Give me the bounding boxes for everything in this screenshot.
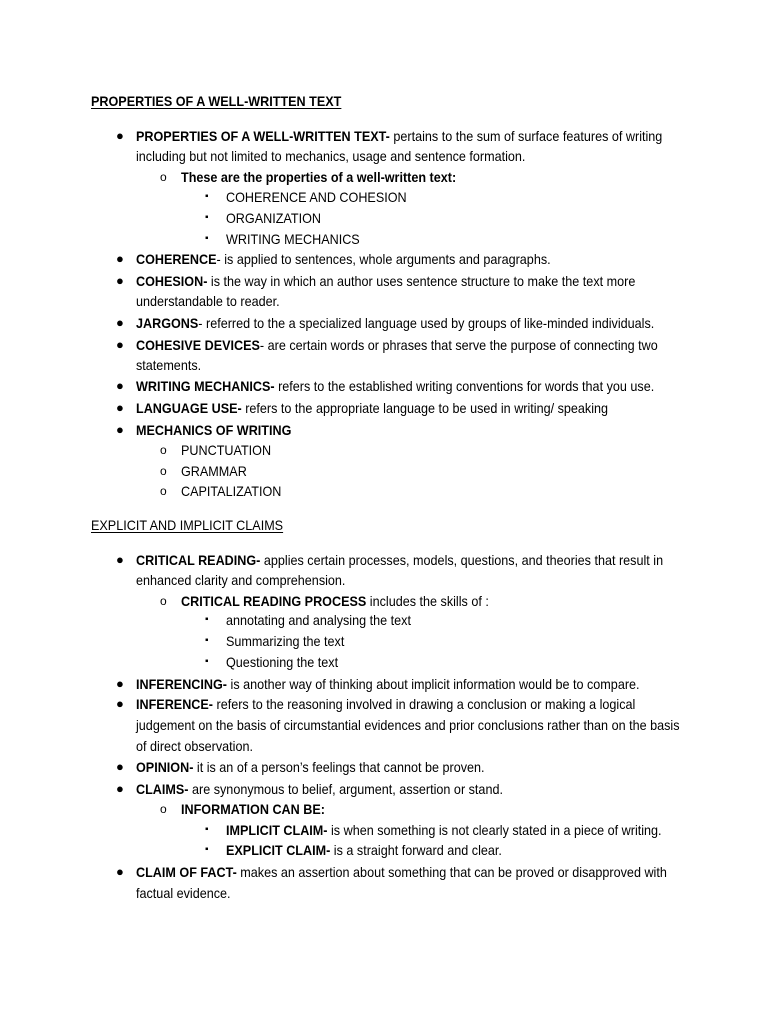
circle-marker: o [160, 443, 167, 457]
square-marker: ▪ [205, 635, 209, 646]
list-item: Summarizing the text [226, 633, 345, 649]
bullet-marker: ● [116, 676, 124, 691]
square-marker: ▪ [205, 233, 209, 244]
definition: - referred to the a specialized language used by groups of like-minded individuals. [198, 315, 655, 331]
term: OPINION- [136, 759, 194, 775]
section-heading: EXPLICIT AND IMPLICIT CLAIMS [91, 517, 284, 533]
definition-continued: including but not limited to mechanics, usage and sentence formation. [136, 148, 526, 164]
definition: refers to the appropriate language to be used in writing/ speaking [241, 400, 609, 416]
list-item: ORGANIZATION [226, 210, 321, 226]
bullet-marker: ● [116, 696, 124, 711]
list-item: GRAMMAR [181, 463, 247, 479]
list-item [136, 271, 635, 291]
square-marker: ▪ [205, 656, 209, 667]
list-item [136, 779, 503, 799]
term: INFERENCE- [136, 696, 214, 712]
term: JARGONS [136, 315, 199, 331]
definition: is another way of thinking about implicit information would be to compare. [227, 676, 640, 692]
list-item [136, 249, 551, 269]
list-item [136, 674, 640, 694]
term: INFERENCING- [136, 676, 228, 692]
definition: is a straight forward and clear. [330, 842, 502, 858]
list-item [136, 550, 663, 570]
definition: applies certain processes, models, questions, and theories that result in [260, 552, 664, 568]
circle-marker: o [160, 802, 167, 816]
bullet-marker: ● [116, 552, 124, 567]
bullet-marker: ● [116, 422, 124, 437]
list-item [226, 840, 502, 860]
square-marker: ▪ [205, 191, 209, 202]
definition: refers to the reasoning involved in drawing a conclusion or making a logical [213, 696, 636, 712]
definition-continued: statements. [136, 357, 202, 373]
list-item: CAPITALIZATION [181, 483, 282, 499]
term: COHESION- [136, 273, 208, 289]
term: CLAIM OF FACT- [136, 864, 237, 880]
bullet-marker: ● [116, 251, 124, 266]
sub-label: INFORMATION CAN BE: [181, 801, 325, 817]
definition-continued: judgement on the basis of circumstantial evidences and prior conclusions rather than on the basis [136, 717, 680, 733]
list-item [226, 820, 662, 840]
term: LANGUAGE USE- [136, 400, 242, 416]
bullet-marker: ● [116, 315, 124, 330]
list-item: MECHANICS OF WRITING [136, 422, 292, 438]
circle-marker: o [160, 484, 167, 498]
list-item [136, 694, 635, 714]
list-item: Questioning the text [226, 654, 339, 670]
definition-continued: factual evidence. [136, 885, 231, 901]
bullet-marker: ● [116, 337, 124, 352]
term: COHESIVE DEVICES [136, 337, 260, 353]
list-item [136, 398, 608, 418]
list-item: COHERENCE AND COHESION [226, 189, 407, 205]
definition: includes the skills of : [366, 593, 489, 609]
term: IMPLICIT CLAIM- [226, 822, 328, 838]
bullet-marker: ● [116, 759, 124, 774]
definition: makes an assertion about something that can be proved or disapproved with [236, 864, 667, 880]
list-item [181, 591, 489, 611]
square-marker: ▪ [205, 824, 209, 835]
square-marker: ▪ [205, 212, 209, 223]
term: CLAIMS- [136, 781, 189, 797]
square-marker: ▪ [205, 614, 209, 625]
list-item [136, 335, 658, 355]
bullet-marker: ● [116, 128, 124, 143]
circle-marker: o [160, 594, 167, 608]
definition-continued: of direct observation. [136, 738, 253, 754]
definition: pertains to the sum of surface features of writing [389, 128, 663, 144]
list-item: PUNCTUATION [181, 442, 272, 458]
definition: - is applied to sentences, whole arguments and paragraphs. [216, 251, 551, 267]
list-item [136, 862, 667, 882]
list-item [136, 126, 662, 146]
definition: refers to the established writing conventions for words that you use. [274, 378, 655, 394]
circle-marker: o [160, 464, 167, 478]
list-item: annotating and analysing the text [226, 612, 411, 628]
bullet-marker: ● [116, 378, 124, 393]
list-item: WRITING MECHANICS [226, 231, 360, 247]
term: PROPERTIES OF A WELL-WRITTEN TEXT- [136, 128, 390, 144]
definition-continued: understandable to reader. [136, 293, 280, 309]
definition: it is an of a person’s feelings that cannot be proven. [193, 759, 485, 775]
circle-marker: o [160, 170, 167, 184]
list-item [136, 376, 654, 396]
bullet-marker: ● [116, 781, 124, 796]
sub-label: These are the properties of a well-written text: [181, 169, 457, 185]
term: WRITING MECHANICS- [136, 378, 275, 394]
term: CRITICAL READING- [136, 552, 261, 568]
list-item [136, 313, 654, 333]
definition-continued: enhanced clarity and comprehension. [136, 572, 346, 588]
bullet-marker: ● [116, 273, 124, 288]
term: EXPLICIT CLAIM- [226, 842, 331, 858]
definition: - are certain words or phrases that serve the purpose of connecting two [259, 337, 658, 353]
term: COHERENCE [136, 251, 217, 267]
definition: is when something is not clearly stated in a piece of writing. [327, 822, 662, 838]
bullet-marker: ● [116, 400, 124, 415]
definition: is the way in which an author uses sentence structure to make the text more [207, 273, 636, 289]
bullet-marker: ● [116, 864, 124, 879]
section-heading: PROPERTIES OF A WELL-WRITTEN TEXT [91, 93, 342, 109]
term: CRITICAL READING PROCESS [181, 593, 367, 609]
list-item [136, 757, 485, 777]
definition: are synonymous to belief, argument, assertion or stand. [188, 781, 503, 797]
square-marker: ▪ [205, 844, 209, 855]
